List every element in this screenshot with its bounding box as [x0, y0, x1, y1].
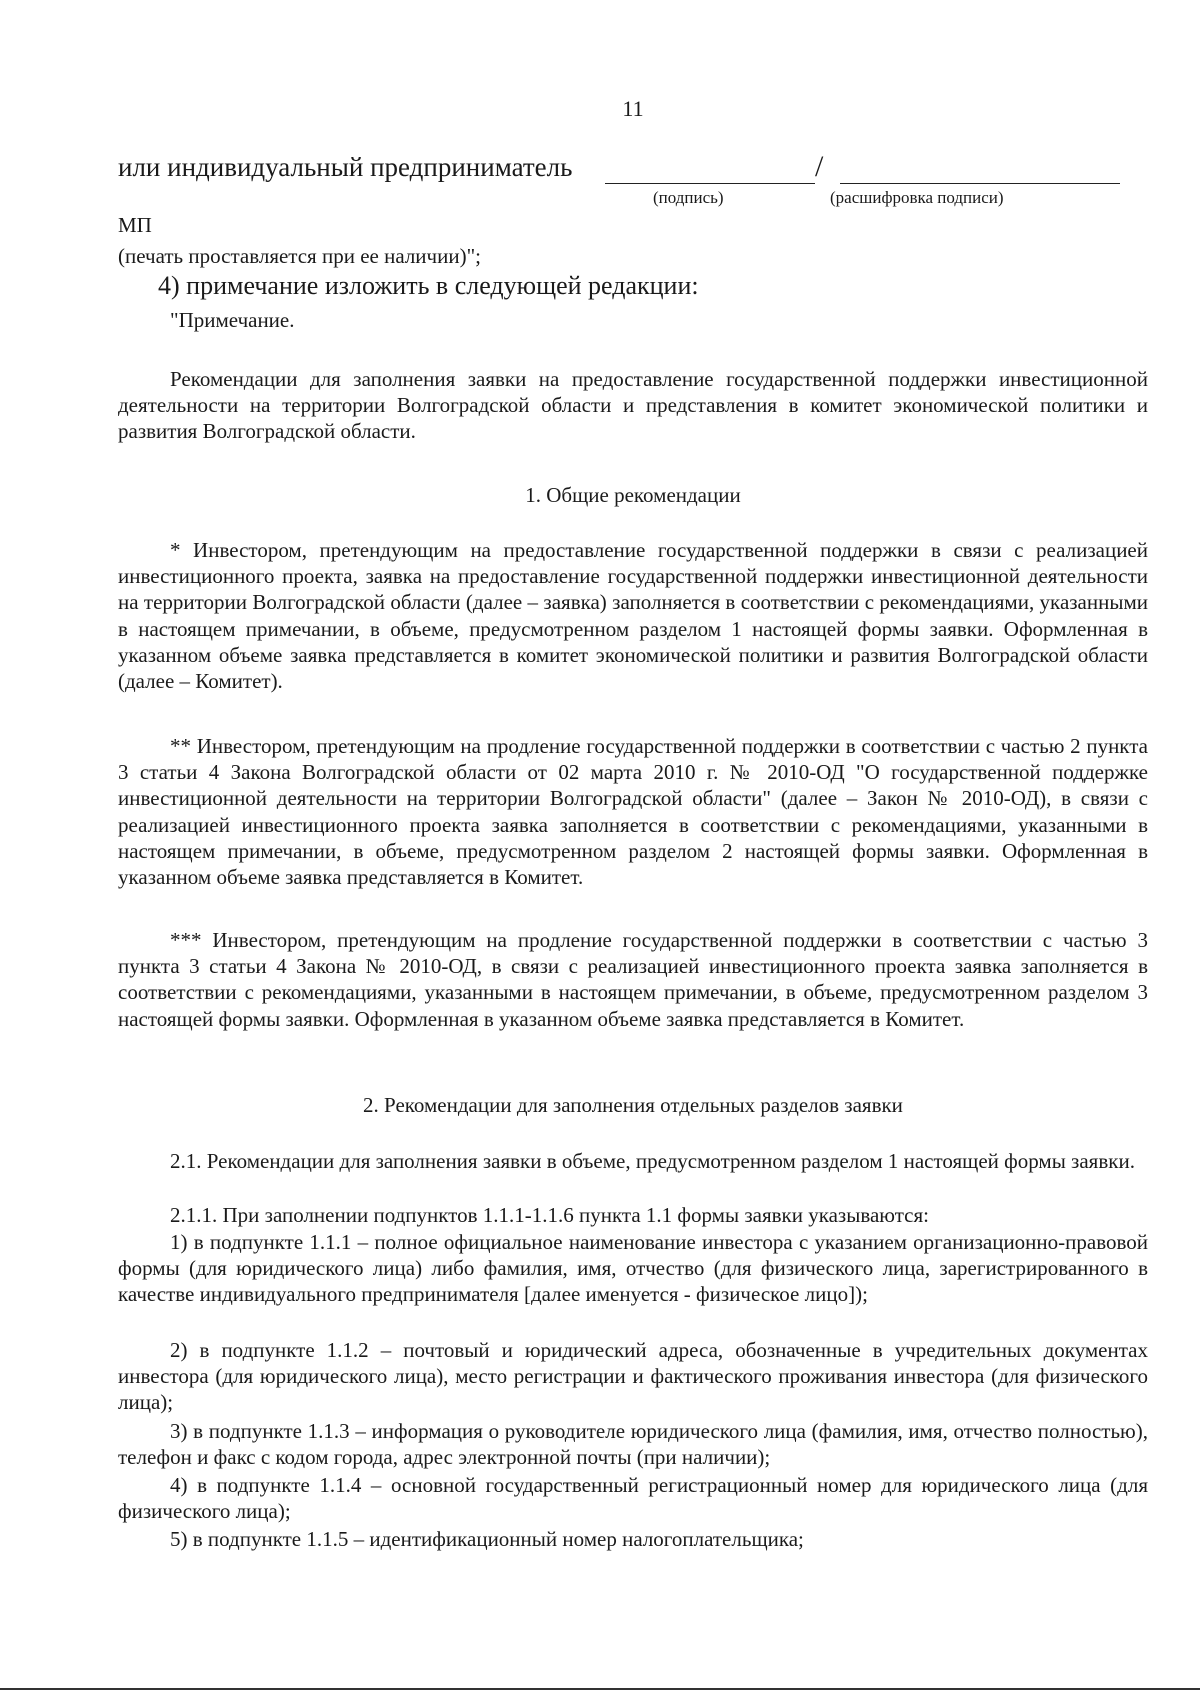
note-label: "Примечание. [170, 308, 295, 332]
section-2-heading: 2. Рекомендации для заполнения отдельных разделов заявки [363, 1093, 903, 1117]
page-number: 11 [622, 96, 644, 121]
section-2-1-1-paragraph: 2.1.1. При заполнении подпунктов 1.1.1-1.1.6 пункта 1.1 формы заявки указываются: [170, 1203, 929, 1227]
list-item-3: 3) в подпункте 1.1.3 – информация о руководителе юридического лица (фамилия, имя, отчество полностью), телефон и факс с кодом города, адрес электронной почты (при наличии); [118, 1419, 1148, 1470]
section-2-1-paragraph: 2.1. Рекомендации для заполнения заявки в объеме, предусмотренном разделом 1 настоящей формы заявки. [170, 1149, 1135, 1173]
list-item-5: 5) в подпункте 1.1.5 – идентификационный номер налогоплательщика; [170, 1527, 804, 1551]
stamp-note: (печать проставляется при ее наличии)"; [118, 244, 481, 268]
document-page [118, 0, 1148, 1697]
signature-line [605, 183, 815, 184]
section-1-paragraph-2: ** Инвестором, претендующим на продление государственной поддержки в соответствии с частью 2 пункта 3 статьи 4 Закона Волгоградской области от 02 марта 2010 г. № 2010-ОД "О государственной поддержке инвестиционной деятельности на территории Волгоградской области" (далее – Закон № 2010-ОД), в связи с реализацией инвестиционного проекта заявка заполняется в соответствии с рекомендациями, указанными в настоящем примечании, в объеме, предусмотренном разделом 2 настоящей формы заявки. Оформленная в указанном объеме заявка представляется в Комитет. [118, 734, 1148, 890]
signature-caption: (подпись) [653, 188, 724, 207]
signature-decoding-caption: (расшифровка подписи) [830, 188, 1004, 207]
signature-slash: / [815, 150, 824, 183]
signature-decoding-line [840, 183, 1120, 184]
section-1-paragraph-3: *** Инвестором, претендующим на продление государственной поддержки в соответствии с частью 3 пункта 3 статьи 4 Закона № 2010-ОД, в связи с реализацией инвестиционного проекта заявка заполняется в соответствии с рекомендациями, указанными в настоящем примечании, в объеме, предусмотренном разделом 3 настоящей формы заявки. Оформленная в указанном объеме заявка представляется в Комитет. [118, 928, 1148, 1031]
stamp-mp: МП [118, 213, 152, 237]
signature-row [118, 152, 1148, 212]
list-item-2: 2) в подпункте 1.1.2 – почтовый и юридический адреса, обозначенные в учредительных документах инвестора (для юридического лица), место регистрации и фактического проживания инвестора (для физического лица); [118, 1338, 1148, 1415]
list-item-1: 1) в подпункте 1.1.1 – полное официальное наименование инвестора с указанием организационно-правовой формы (для юридического лица) либо фамилия, имя, отчество (для физического лица, зарегистрированного в качестве индивидуального предпринимателя [далее именуется - физическое лицо]); [118, 1230, 1148, 1307]
item-4-heading: 4) примечание изложить в следующей редакции: [158, 271, 699, 300]
intro-paragraph: Рекомендации для заполнения заявки на предоставление государственной поддержки инвестиционной деятельности на территории Волгоградской области и представления в комитет экономической политики и развития Волгоградской области. [118, 367, 1148, 444]
section-1-heading: 1. Общие рекомендации [525, 483, 741, 507]
list-item-4: 4) в подпункте 1.1.4 – основной государственный регистрационный номер для юридического лица (для физического лица); [118, 1473, 1148, 1524]
signature-label: или индивидуальный предприниматель [118, 152, 573, 182]
section-1-paragraph-1: * Инвестором, претендующим на предоставление государственной поддержки в связи с реализацией инвестиционного проекта, заявка на предоставление государственной поддержки инвестиционной деятельности на территории Волгоградской области (далее – заявка) заполняется в соответствии с рекомендациями, указанными в настоящем примечании, в объеме, предусмотренном разделом 1 настоящей формы заявки. Оформленная в указанном объеме заявка представляется в комитет экономической политики и развития Волгоградской области (далее – Комитет). [118, 538, 1148, 694]
bottom-rule [0, 1688, 1200, 1690]
